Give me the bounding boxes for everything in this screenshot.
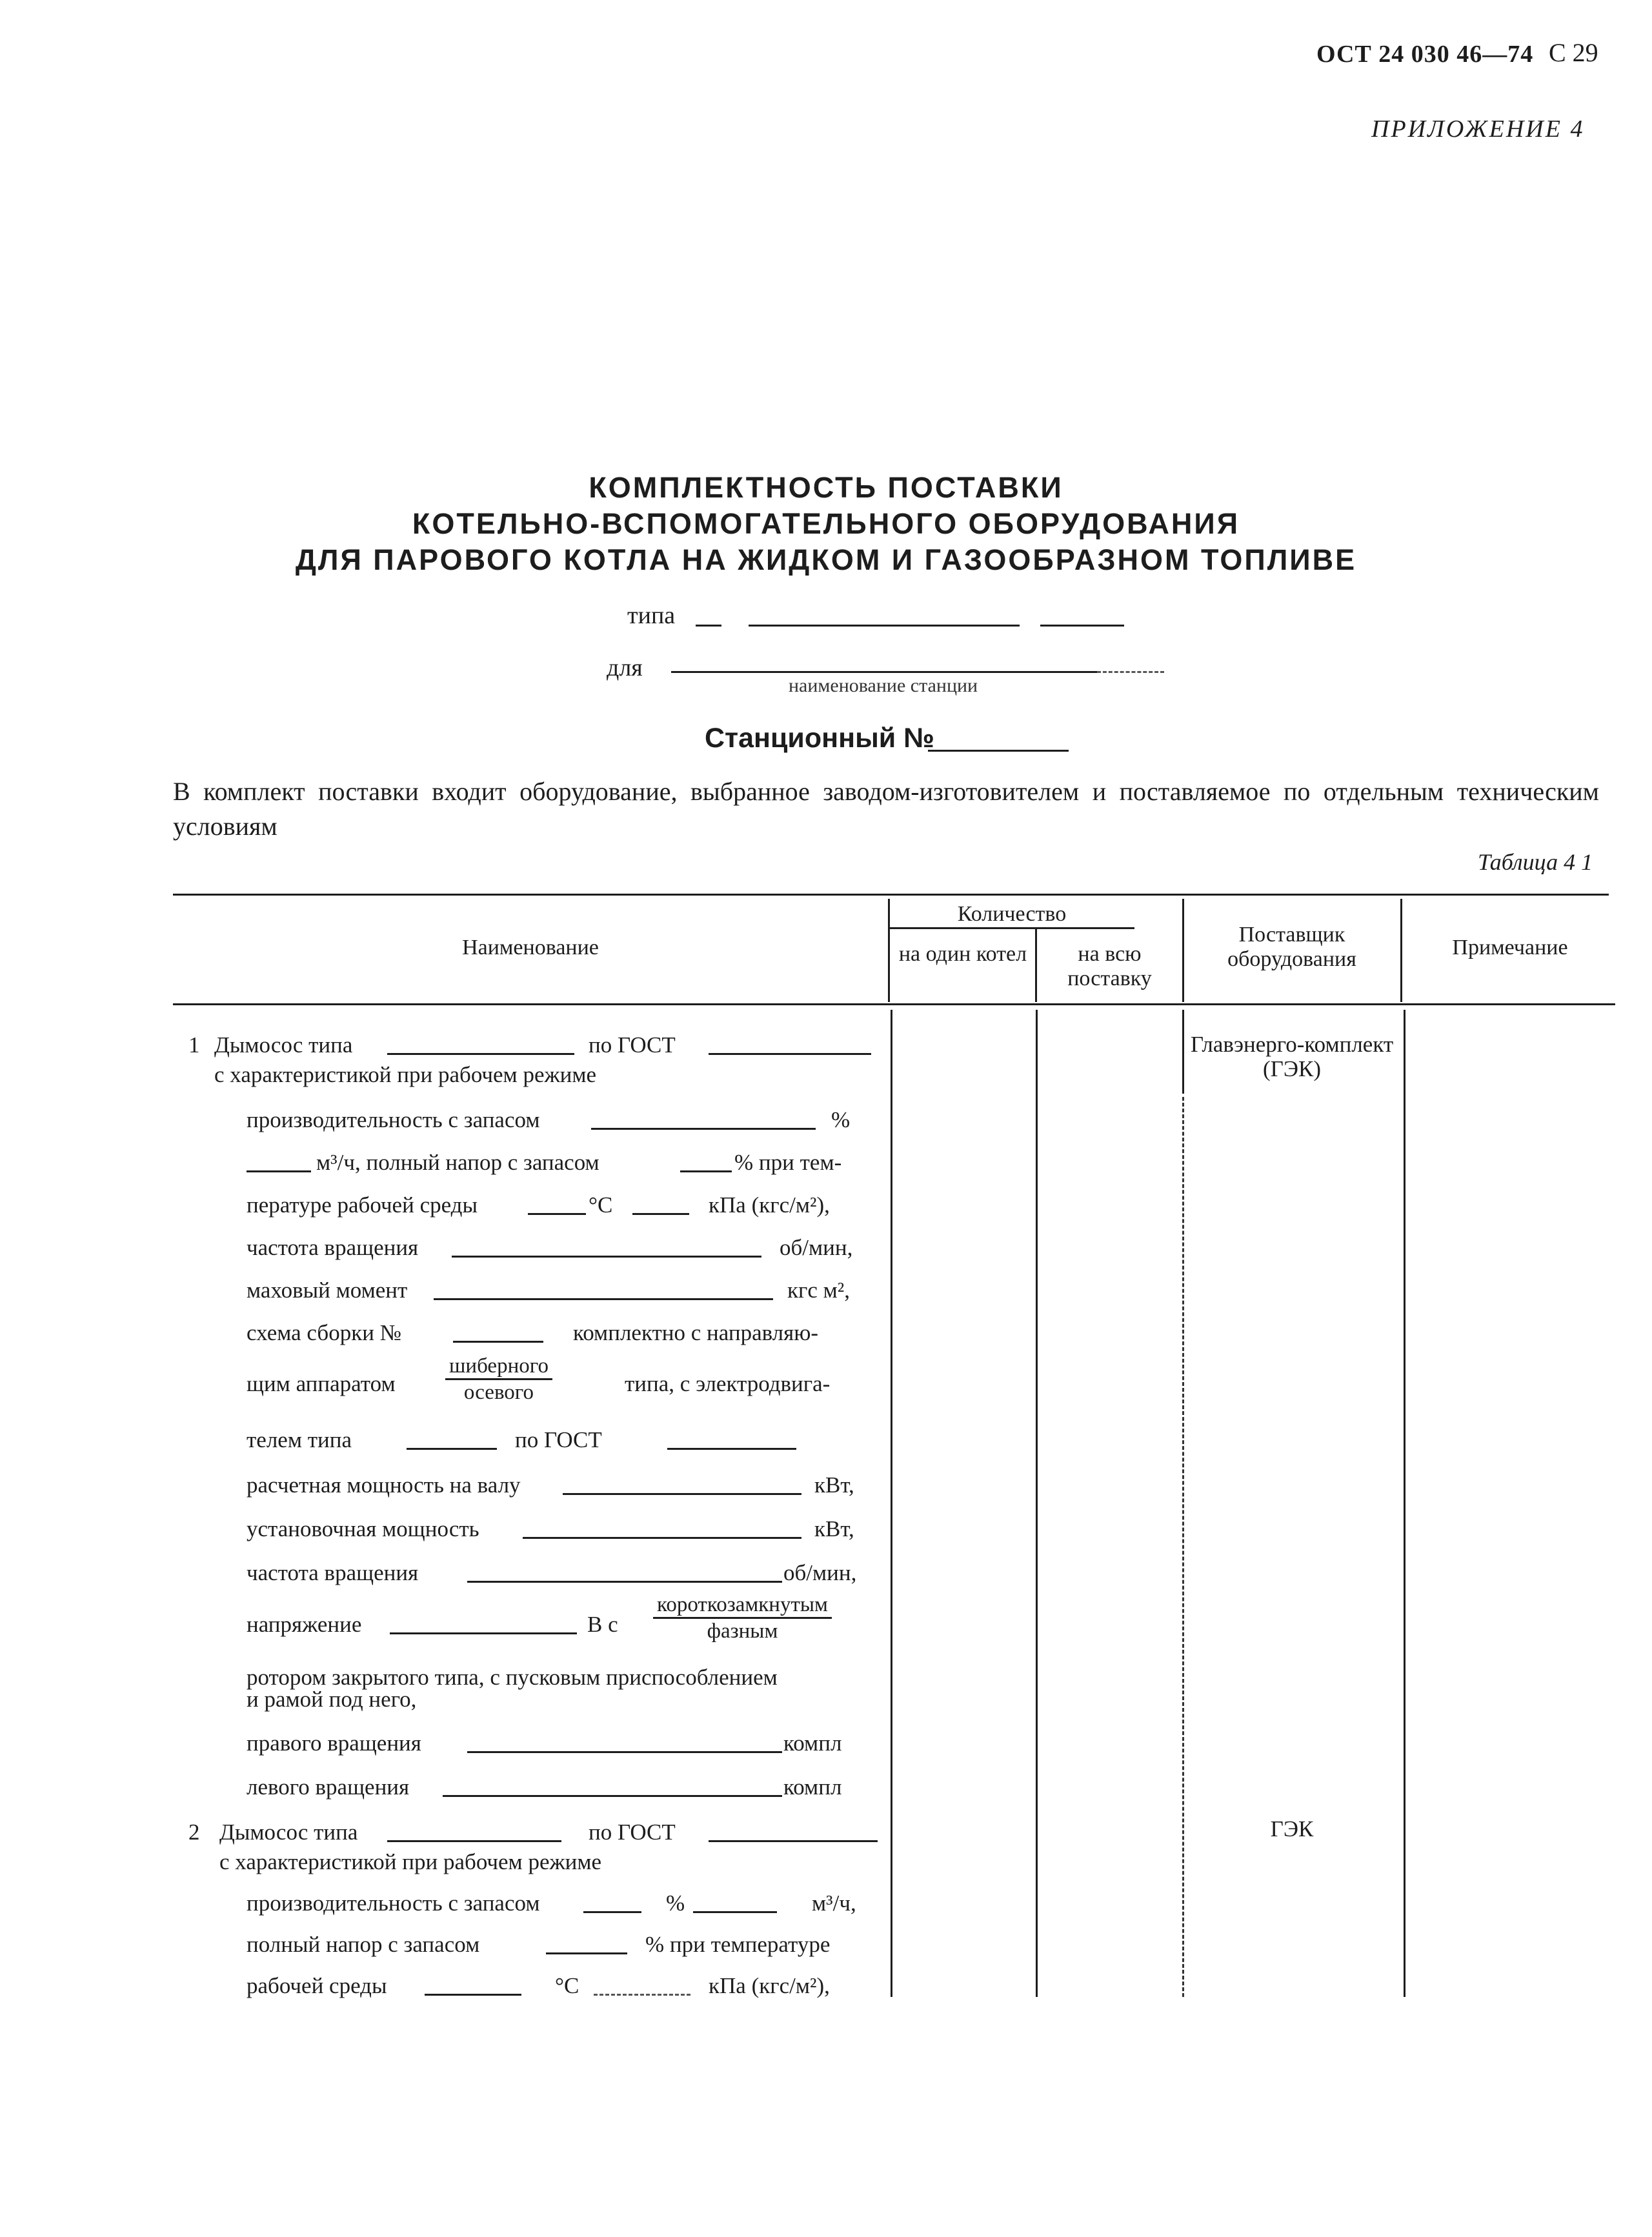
row1-fraction-denominator: осевого: [463, 1381, 534, 1404]
row2-flow-unit: м³/ч,: [812, 1891, 856, 1916]
table-top-border: [173, 894, 1609, 896]
document-title-line-2: КОТЕЛЬНО-ВСПОМОГАТЕЛЬНОГО ОБОРУДОВАНИЯ: [412, 507, 1240, 540]
row1-installed-power: установочная мощность: [247, 1516, 479, 1541]
row1-right-rotation-blank: [467, 1751, 782, 1753]
row1-voltage-blank: [390, 1632, 577, 1634]
station-name-blank: [671, 671, 1097, 673]
table-header-bottom-border: [173, 1003, 1615, 1005]
row1-kpa-blank: [632, 1213, 689, 1215]
type-label: типа: [627, 602, 676, 629]
row1-motor-rotation-speed: частота вращения: [247, 1560, 419, 1585]
row1-motor-rotation-unit: об/мин,: [783, 1560, 857, 1585]
station-number-blank: [928, 750, 1069, 752]
row1-supplier: Главэнерго-комплект (ГЭК): [1190, 1032, 1394, 1081]
table-caption: Таблица 4 1: [1478, 849, 1593, 875]
intro-paragraph: В комплект поставки входит оборудование, выбранное заводом-изготовителем и поставляемое по отдельным техническим условиям: [173, 777, 1599, 841]
station-name-caption: наименование станции: [789, 675, 978, 696]
row1-motor-type: телем типа: [247, 1427, 352, 1452]
row1-left-rotation-unit: компл: [783, 1774, 842, 1800]
col-divider-3-body: [1182, 1010, 1184, 1094]
appendix-label: ПРИЛОЖЕНИЕ 4: [1371, 115, 1585, 143]
row1-motor-type-blank: [407, 1448, 497, 1450]
row1-voltage: напряжение: [247, 1612, 362, 1637]
document-code: ОСТ 24 030 46—74: [1316, 41, 1534, 68]
type-blank-2: [749, 625, 1020, 627]
col-divider-1-body: [891, 1010, 892, 1997]
qty-subheader-line: [889, 927, 1134, 929]
row1-left-rotation-blank: [443, 1795, 782, 1797]
row1-installed-power-unit: кВт,: [814, 1516, 854, 1541]
row1-temp-unit: °С: [589, 1192, 613, 1218]
row1-temperature-pre: % при тем-: [734, 1150, 842, 1175]
row1-fraction-numerator: шиберного: [445, 1354, 552, 1380]
row1-motor-gost-blank: [667, 1448, 796, 1450]
row1-installed-power-blank: [523, 1537, 801, 1539]
row1-rotor-fraction-denominator: фазным: [707, 1620, 778, 1643]
row2-capacity-unit: %: [666, 1891, 685, 1916]
row1-rotor-fraction-numerator: короткозамкнутым: [653, 1592, 832, 1619]
row1-frame: и рамой под него,: [247, 1687, 417, 1712]
row1-title: Дымосос типа: [214, 1032, 353, 1058]
type-blank-3: [1040, 625, 1124, 627]
row1-medium-temp: пературе рабочей среды: [247, 1192, 478, 1218]
row1-capacity-blank: [591, 1128, 816, 1130]
row2-kpa-blank: [594, 1994, 690, 1996]
row1-calc-power-blank: [563, 1493, 801, 1495]
col-header-quantity: Количество: [957, 902, 1067, 926]
row1-scheme-blank: [453, 1341, 543, 1343]
row2-gost-blank: [709, 1840, 878, 1842]
row2-title: Дымосос типа: [219, 1820, 358, 1845]
row1-assembly-scheme: схема сборки №: [247, 1320, 402, 1345]
row1-pressure-blank: [680, 1170, 732, 1172]
col-header-supplier: Поставщик оборудования: [1227, 923, 1356, 971]
row1-flow-blank: [247, 1170, 311, 1172]
row1-calc-power: расчетная мощность на валу: [247, 1472, 521, 1498]
row1-rotor-type-fraction: [653, 1592, 832, 1643]
type-blank-1: [696, 625, 721, 627]
row1-flywheel-blank: [434, 1298, 773, 1300]
col-divider-4-header: [1400, 899, 1402, 1002]
row1-calc-power-unit: кВт,: [814, 1472, 854, 1498]
row1-rotation-speed: частота вращения: [247, 1235, 419, 1260]
col-divider-2-header: [1035, 927, 1037, 1002]
row1-capacity-unit: %: [831, 1107, 851, 1132]
col-header-name: Наименование: [462, 936, 599, 959]
row2-supplier: ГЭК: [1270, 1816, 1314, 1841]
col-header-qty-per-boiler: на один котел: [898, 942, 1027, 966]
row1-number: 1: [188, 1032, 200, 1058]
row1-flywheel-unit: кгс м²,: [787, 1278, 851, 1303]
row2-kpa-unit: кПа (кгс/м²),: [709, 1973, 830, 1998]
row1-apparatus-type-fraction: [445, 1354, 552, 1405]
col-header-note: Примечание: [1452, 936, 1568, 959]
station-name-blank-tail: [1097, 671, 1164, 673]
row1-flywheel-moment: маховый момент: [247, 1278, 408, 1303]
row1-complete-with: комплектно с направляю-: [573, 1320, 819, 1345]
row1-type-blank: [387, 1053, 574, 1055]
row2-temp-unit: °С: [555, 1973, 579, 1998]
row1-temp-blank: [528, 1213, 586, 1215]
row2-medium-temp: рабочей среды: [247, 1973, 387, 1998]
col-divider-4-body: [1404, 1010, 1405, 1997]
row1-right-rotation-unit: компл: [783, 1730, 842, 1756]
row1-voltage-unit: В с: [587, 1612, 618, 1637]
row2-capacity-blank: [583, 1911, 641, 1913]
row2-gost-label: по ГОСТ: [589, 1820, 676, 1845]
row2-capacity-label: производительность с запасом: [247, 1891, 540, 1916]
row2-number: 2: [188, 1820, 200, 1845]
for-label: для: [607, 654, 643, 681]
row2-temperature-pre: % при температуре: [645, 1932, 831, 1957]
row1-kpa-unit: кПа (кгс/м²),: [709, 1192, 830, 1218]
document-title-line-3: ДЛЯ ПАРОВОГО КОТЛА НА ЖИДКОМ И ГАЗООБРАЗНОМ ТОПЛИВЕ: [295, 543, 1357, 576]
row2-pressure-label: полный напор с запасом: [247, 1932, 480, 1957]
col-divider-2-body: [1036, 1010, 1038, 1997]
page-number: С 29: [1549, 38, 1598, 67]
row1-capacity-label: производительность с запасом: [247, 1107, 540, 1132]
row1-gost-blank: [709, 1053, 871, 1055]
row2-flow-blank: [693, 1911, 777, 1913]
col-divider-3-body-dashed: [1182, 1097, 1184, 1997]
row1-rotor-closed: ротором закрытого типа, с пусковым приспособлением: [247, 1665, 778, 1690]
station-number-label: Станционный №: [705, 723, 935, 754]
row1-electromotor: типа, с электродвига-: [625, 1371, 831, 1396]
row1-motor-gost: по ГОСТ: [515, 1427, 602, 1452]
row1-gost-label: по ГОСТ: [589, 1032, 676, 1058]
col-header-qty-total: на всю поставку: [1067, 942, 1152, 990]
row1-left-rotation: левого вращения: [247, 1774, 410, 1800]
row2-type-blank: [387, 1840, 561, 1842]
row1-motor-rotation-blank: [467, 1581, 782, 1583]
col-divider-1-header: [888, 899, 890, 1002]
row1-rotation-blank: [452, 1256, 761, 1258]
document-title-line-1: КОМПЛЕКТНОСТЬ ПОСТАВКИ: [589, 471, 1063, 504]
row1-guide-apparatus: щим аппаратом: [247, 1371, 396, 1396]
col-divider-3-header: [1182, 899, 1184, 1002]
row2-characteristic: с характеристикой при рабочем режиме: [219, 1849, 602, 1874]
row1-flow-pressure: м³/ч, полный напор с запасом: [316, 1150, 599, 1175]
row2-pressure-blank: [546, 1952, 627, 1954]
row1-right-rotation: правого вращения: [247, 1730, 421, 1756]
row2-temp-blank: [425, 1994, 521, 1996]
row1-characteristic: с характеристикой при рабочем режиме: [214, 1062, 597, 1087]
row1-rotation-unit: об/мин,: [780, 1235, 853, 1260]
